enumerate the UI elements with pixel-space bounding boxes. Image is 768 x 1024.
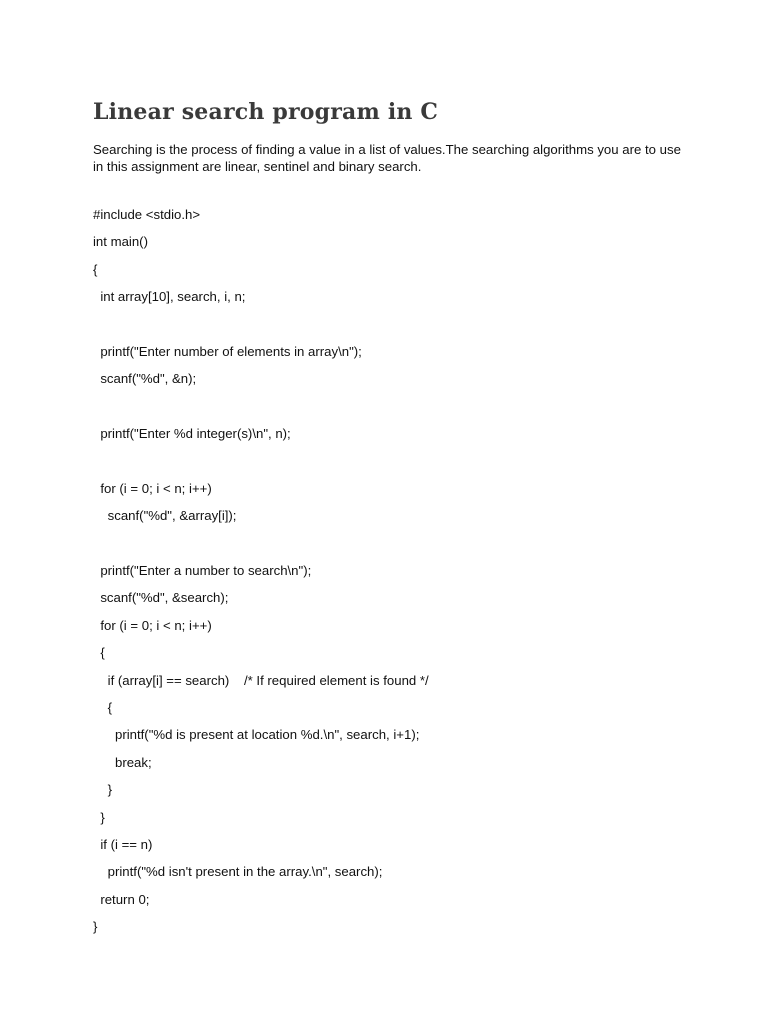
code-line: printf("%d is present at location %d.\n", search, i+1); (93, 727, 420, 743)
code-line (93, 453, 429, 480)
code-line: return 0; (93, 891, 150, 907)
code-line: scanf("%d", &search); (93, 590, 229, 606)
code-line: printf("Enter %d integer(s)\n", n); (93, 426, 291, 442)
code-line: } (93, 782, 113, 798)
intro-paragraph: Searching is the process of finding a value in a list of values.The searching algorithms you are to use in this assignment are linear, sentinel and binary search. (93, 142, 681, 174)
code-line: if (array[i] == search) /* If required element is found */ (93, 672, 429, 688)
code-line: } (93, 809, 105, 825)
code-line: if (i == n) (93, 836, 153, 852)
code-line: printf("Enter number of elements in array\n"); (93, 343, 362, 359)
code-line: for (i = 0; i < n; i++) (93, 617, 212, 633)
code-line: } (93, 919, 98, 935)
document-title: Linear search program in C (93, 99, 439, 125)
code-line (93, 316, 429, 343)
code-line (93, 535, 429, 562)
code-line: scanf("%d", &array[i]); (93, 508, 237, 524)
code-line: { (93, 700, 113, 716)
code-line: #include <stdio.h> (93, 207, 201, 222)
code-line: int array[10], search, i, n; (93, 289, 246, 305)
code-line: int main() (93, 234, 148, 250)
code-line: break; (93, 754, 152, 770)
code-line: scanf("%d", &n); (93, 371, 197, 387)
code-line: { (93, 261, 98, 277)
code-line: for (i = 0; i < n; i++) (93, 480, 212, 496)
code-line (93, 398, 429, 425)
code-line: printf("%d isn't present in the array.\n", search); (93, 864, 383, 880)
code-line: printf("Enter a number to search\n"); (93, 563, 312, 579)
code-line: { (93, 645, 105, 661)
code-listing (93, 206, 429, 946)
